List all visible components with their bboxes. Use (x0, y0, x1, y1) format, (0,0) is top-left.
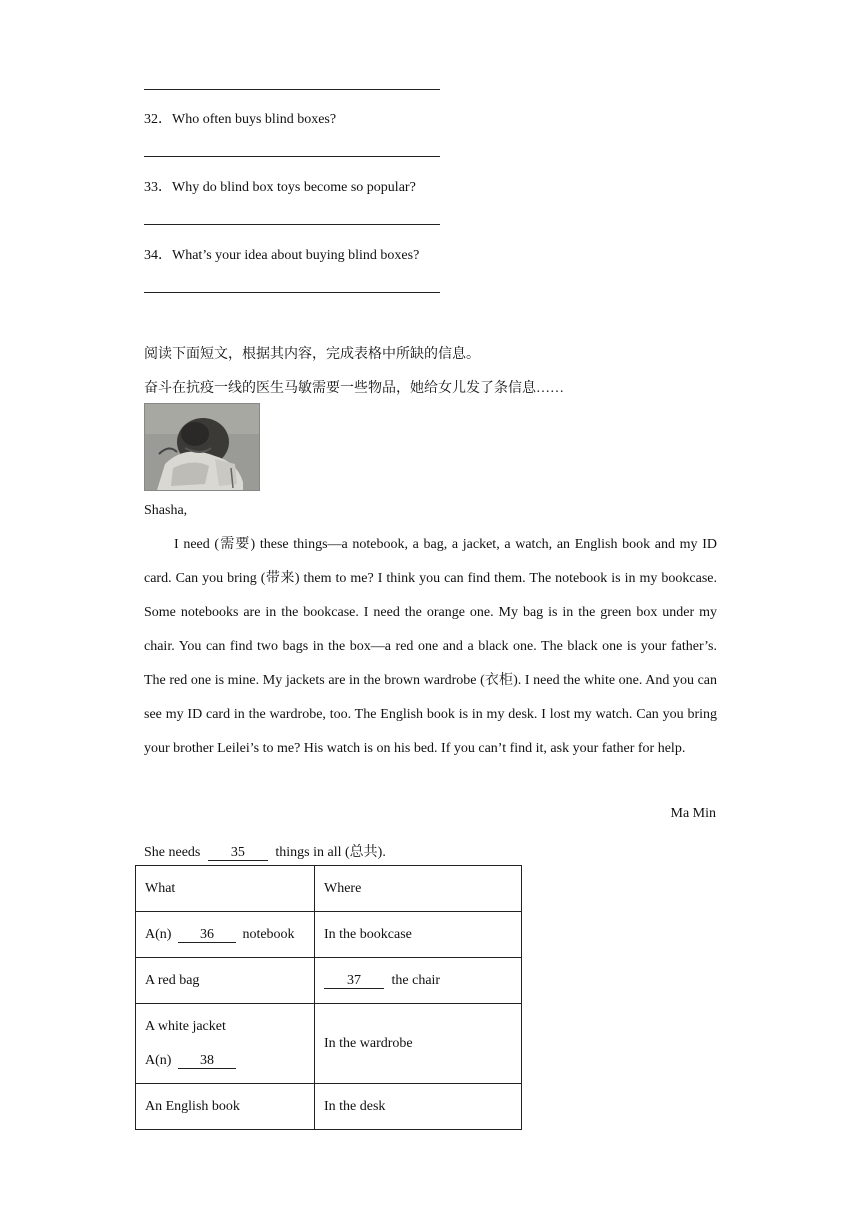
item-label: notebook (242, 926, 295, 942)
instruction-line-2: 奋斗在抗疫一线的医生马敏需要一些物品，她给女儿发了条信息…… (144, 381, 564, 396)
cell-what-3 (136, 1004, 315, 1084)
header-what: What (136, 866, 315, 912)
blank-36[interactable]: 36 (178, 927, 236, 943)
table-row (136, 958, 522, 1004)
blank-38[interactable]: 38 (178, 1053, 236, 1069)
letter-greeting: Shasha, (144, 503, 188, 518)
cell-where-3: In the wardrobe (315, 1004, 522, 1084)
header-where: Where (315, 866, 522, 912)
cell-what-2: A red bag (136, 958, 315, 1004)
blank-35[interactable]: 35 (208, 845, 268, 861)
question-text: Why do blind box toys become so popular? (172, 180, 416, 195)
summary-suffix: things in all (总共). (275, 845, 386, 860)
info-table (135, 865, 522, 1130)
table-header-row (136, 866, 522, 912)
instruction-line-1: 阅读下面短文，根据其内容，完成表格中所缺的信息。 (144, 347, 480, 362)
article-label: A(n) (145, 926, 172, 942)
answer-line-34[interactable] (144, 292, 440, 293)
cell-where-4: In the desk (315, 1084, 522, 1130)
table-row (136, 1004, 522, 1084)
question-33 (144, 176, 416, 196)
question-34 (144, 244, 419, 264)
table-row (136, 912, 522, 958)
article-label: A(n) (145, 1052, 172, 1068)
cell-where-2 (315, 958, 522, 1004)
question-number: 34． (144, 248, 172, 263)
item-line-2 (145, 1044, 305, 1078)
item-line-1: A white jacket (145, 1018, 226, 1034)
cell-what-1 (136, 912, 315, 958)
question-number: 33． (144, 180, 172, 195)
question-32 (144, 108, 336, 128)
question-text: Who often buys blind boxes? (172, 112, 337, 127)
answer-line-32[interactable] (144, 156, 440, 157)
answer-line-31[interactable] (144, 89, 440, 90)
question-number: 32． (144, 112, 172, 127)
letter-signature: Ma Min (670, 806, 716, 821)
cell-where-1: In the bookcase (315, 912, 522, 958)
summary-sentence (144, 841, 386, 861)
table-row (136, 1084, 522, 1130)
letter-body: I need (需要) these things—a notebook, a bag, a jacket, a watch, an English book and my ID card. Can you bring (带来) them to me? I think you can find them. The notebook is in my bookcase. Some notebooks are in the bookcase. I need the orange one. My bag is in the green box under my chair. You can find two bags in the box—a red one and a black one. The black one is your father’s. The red one is mine. My jackets are in the brown wardrobe (衣柜). I need the white one. And you can see my ID card in the wardrobe, too. The English book is in my desk. I lost my watch. Can you bring your brother Leilei’s to me? His watch is on his bed. If you can’t find it, ask your father for help. (144, 537, 717, 756)
summary-prefix: She needs (144, 845, 201, 860)
answer-line-33[interactable] (144, 224, 440, 225)
cell-what-4: An English book (136, 1084, 315, 1130)
blank-37[interactable]: 37 (324, 973, 384, 989)
doctor-illustration (144, 403, 260, 491)
location-label: the chair (391, 972, 441, 988)
question-text: What’s your idea about buying blind boxes? (172, 248, 420, 263)
